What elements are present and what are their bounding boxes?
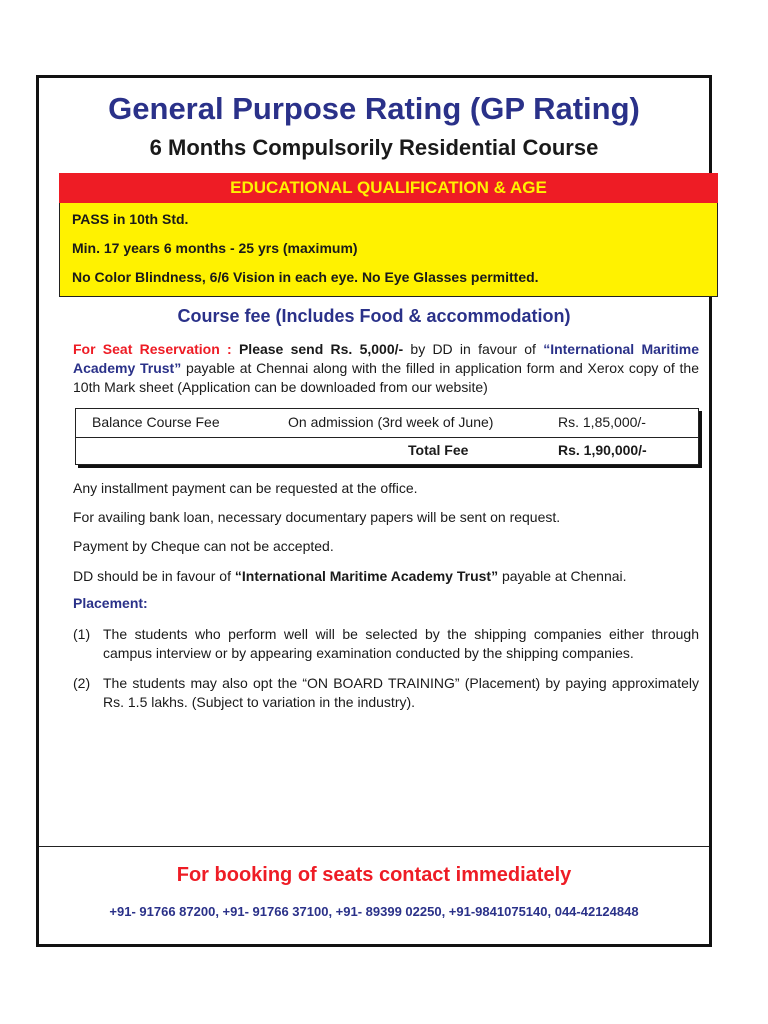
list-item-text: The students may also opt the “ON BOARD TRAINING” (Placement) by paying approximately Rs. 1.5 lakhs. (Subject to variation in the industry). xyxy=(103,675,699,710)
dd-note-prefix: DD should be in favour of xyxy=(73,568,235,584)
qualification-line: Min. 17 years 6 months - 25 yrs (maximum) xyxy=(72,240,358,256)
qualification-header: EDUCATIONAL QUALIFICATION & AGE xyxy=(59,173,718,203)
divider xyxy=(39,846,709,847)
list-item-number: (1) xyxy=(73,626,91,642)
list-item-number: (2) xyxy=(73,675,91,691)
list-item-text: The students who perform well will be selected by the shipping companies either through campus interview or by appearing examination conducted by the shipping companies. xyxy=(103,626,699,661)
fee-when: On admission (3rd week of June) xyxy=(288,414,494,430)
list-item xyxy=(73,674,699,712)
qualification-box xyxy=(59,203,718,297)
course-fee-heading: Course fee (Includes Food & accommodation) xyxy=(177,306,571,326)
reservation-paragraph xyxy=(73,340,699,397)
reservation-amount: Please send Rs. 5,000/- xyxy=(238,341,404,357)
booking-heading: For booking of seats contact immediately xyxy=(176,864,572,886)
phone-numbers: +91- 91766 87200, +91- 91766 37100, +91- 89399 02250, +91-9841075140, 044-42124848 xyxy=(109,904,639,919)
fee-label: Balance Course Fee xyxy=(92,414,220,430)
table-row xyxy=(76,409,698,438)
total-fee-amount: Rs. 1,90,000/- xyxy=(558,442,647,458)
dd-note xyxy=(73,568,699,584)
reservation-rest: payable at Chennai along with the filled in application form and Xerox copy of the 10th Mark sheet (Application can be downloaded from our website) xyxy=(73,360,699,395)
table-row xyxy=(76,437,698,465)
reservation-label: For Seat Reservation : xyxy=(73,341,232,357)
list-item xyxy=(73,625,699,663)
placement-heading: Placement: xyxy=(73,595,148,611)
page-title: General Purpose Rating (GP Rating) xyxy=(108,91,640,126)
document-frame xyxy=(36,75,712,947)
qualification-line: PASS in 10th Std. xyxy=(72,211,189,227)
fee-amount: Rs. 1,85,000/- xyxy=(558,414,646,430)
total-fee-label: Total Fee xyxy=(408,442,469,458)
reservation-by-dd: by DD in favour of xyxy=(403,341,544,357)
fee-table xyxy=(75,408,699,465)
dd-note-trust: “International Maritime Academy Trust” xyxy=(234,568,499,584)
reservation-trust: “International Maritime Academy Trust” xyxy=(73,341,700,376)
note-line: Payment by Cheque can not be accepted. xyxy=(73,538,334,554)
note-line: For availing bank loan, necessary documentary papers will be sent on request. xyxy=(73,509,561,525)
note-line: Any installment payment can be requested at the office. xyxy=(73,480,418,496)
dd-note-suffix: payable at Chennai. xyxy=(498,568,627,584)
page-subtitle: 6 Months Compulsorily Residential Course xyxy=(149,135,599,160)
qualification-line: No Color Blindness, 6/6 Vision in each eye. No Eye Glasses permitted. xyxy=(72,269,539,285)
